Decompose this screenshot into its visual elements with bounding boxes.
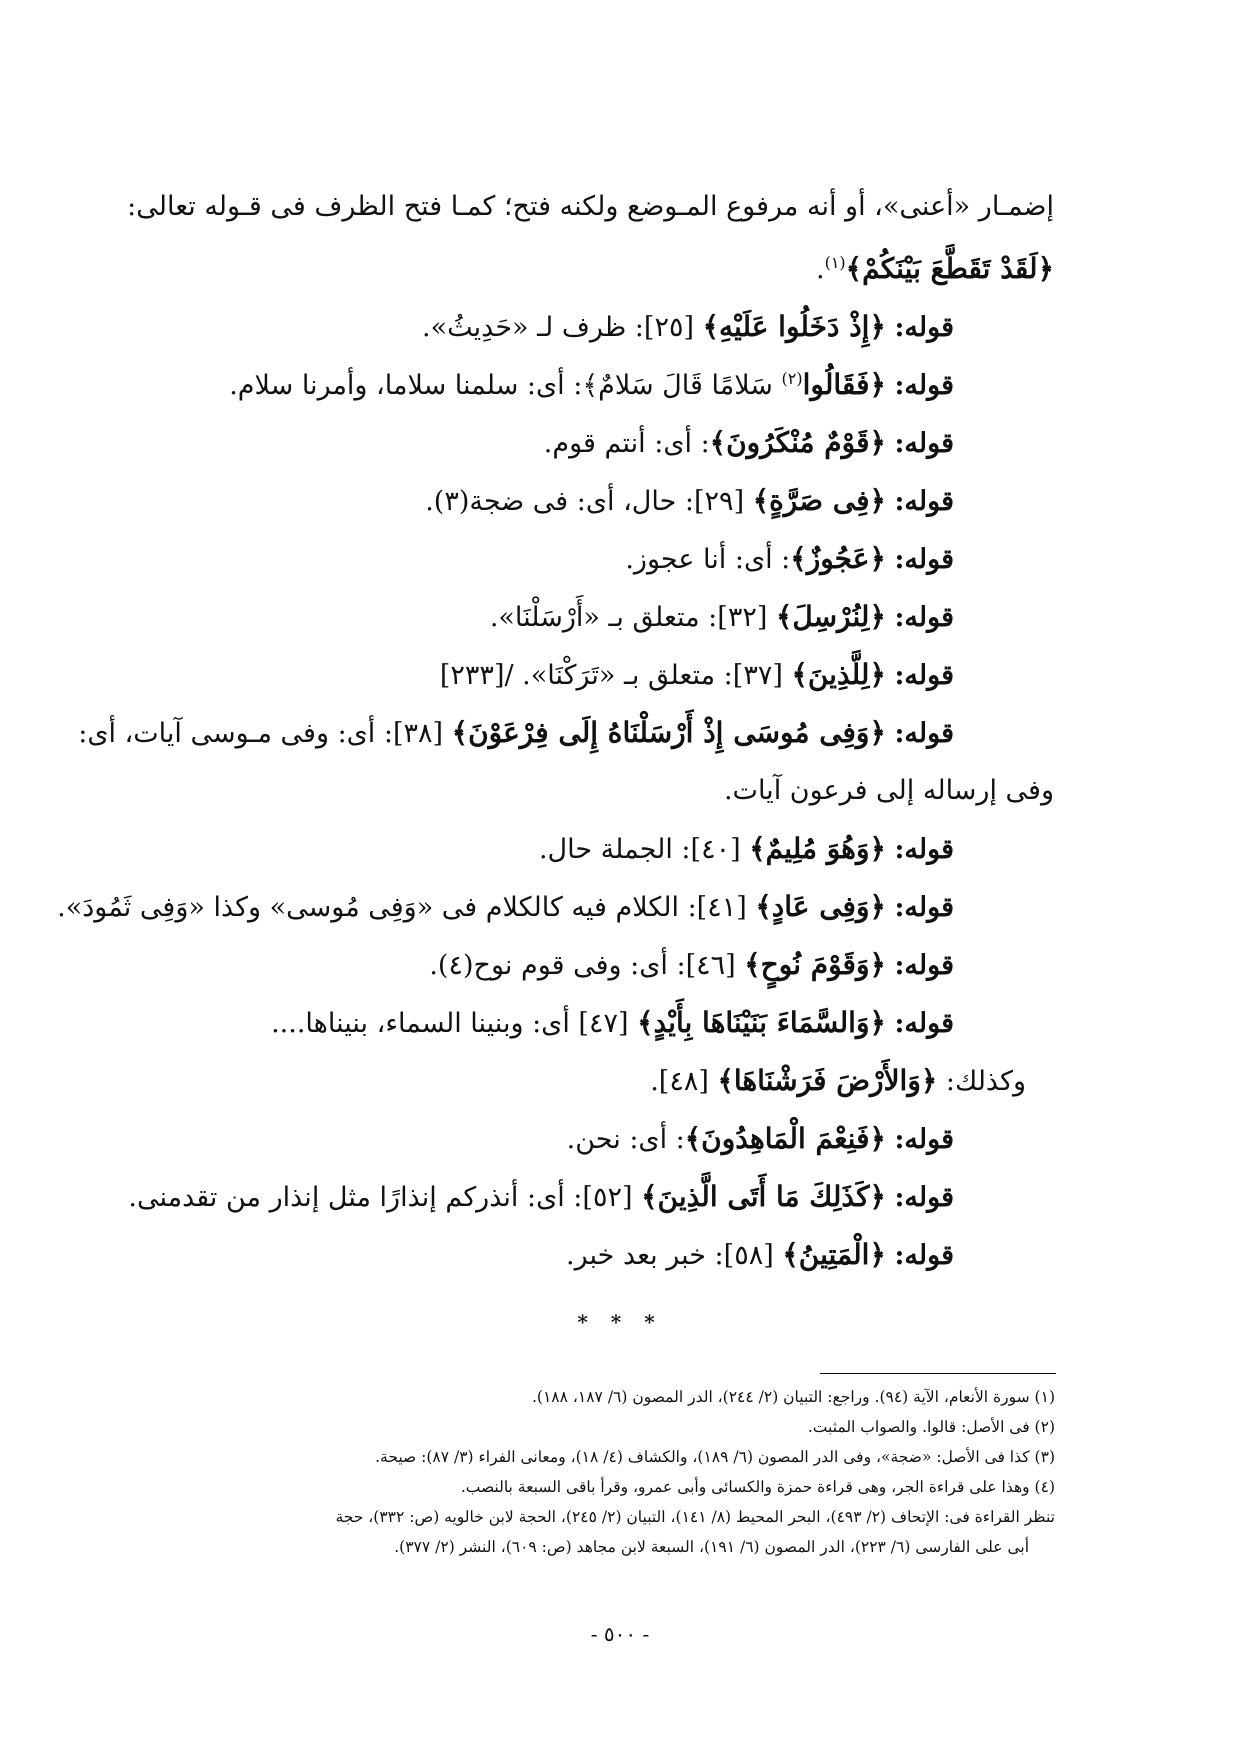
main-text: [57, 178, 1054, 1284]
quran-quote: ﴿وَفِى عَادٍ﴾: [755, 890, 886, 923]
verse-entry: قوله: ﴿إِذْ دَخَلُوا عَلَيْهِ﴾ [٢٥]: ظرف لـ «حَدِيثُ».: [422, 310, 954, 343]
verse-entry: قوله: ﴿عَجُوزٌ﴾: أى: أنا عجوز.: [625, 542, 954, 575]
verse-entry: قوله: ﴿الْمَتِينُ﴾ [٥٨]: خبر بعد خبر.: [566, 1238, 954, 1271]
verse-entry: قوله: ﴿وَهُوَ مُلِيمٌ﴾ [٤٠]: الجملة حال.: [538, 832, 954, 865]
footnote-continuation: أبى على الفارسى (٦/ ٢٢٣)، الدر المصون (٦/ ١٩١)، السبعة لابن مجاهد (ص: ٦٠٩)، النشر (٢/ ٣٧٧).: [394, 1538, 1029, 1556]
quran-quote: ﴿الْمَتِينُ﴾: [782, 1238, 886, 1271]
quran-quote: ﴿لِنُرْسِلَ﴾: [775, 600, 886, 633]
footnote-ref: (١): [824, 253, 846, 272]
footnote-rule: [820, 1373, 1056, 1374]
quran-quote: ﴿لَقَدْ تَقَطَّعَ بَيْنَكُمْ﴾: [845, 252, 1054, 285]
verse-entry: وكذلك: ﴿وَالأَرْضَ فَرَشْنَاهَا﴾ [٤٨].: [650, 1064, 1026, 1097]
verse-entry: قوله: ﴿قَوْمٌ مُنْكَرُونَ﴾: أى: أنتم قوم.: [543, 426, 954, 459]
verse-entry: قوله: ﴿وَالسَّمَاءَ بَنَيْنَاهَا بِأَيْدٍ﴾ [٤٧] أى: وبنينا السماء، بنيناها....: [271, 1006, 954, 1039]
footnote: (١) سورة الأنعام، الآية (٩٤). وراجع: التبيان (٢/ ٢٤٤)، الدر المصون (٦/ ١٨٧، ١٨٨).: [532, 1388, 1055, 1406]
verse-entry: قوله: ﴿كَذَلِكَ مَا أَتَى الَّذِينَ﴾ [٥٢]: أى: أنذركم إنذارًا مثل إنذار من تقدمنى.: [128, 1180, 954, 1213]
quran-quote: ﴿وَهُوَ مُلِيمٌ﴾: [749, 832, 886, 865]
footnote-ref: (٢): [781, 369, 803, 388]
quran-quote: ﴿فِى صَرَّةٍ﴾: [752, 484, 886, 517]
quran-quote: ﴿وَفِى مُوسَى إِذْ أَرْسَلْنَاهُ إِلَى فِرْعَوْنَ﴾: [451, 716, 886, 749]
page-number: - ٥٠٠ -: [590, 1622, 650, 1646]
verse-entry: قوله: ﴿فَنِعْمَ الْمَاهِدُونَ﴾: أى: نحن.: [566, 1122, 954, 1155]
footnotes: [195, 1382, 1055, 1562]
verse-entry: قوله: ﴿وَفِى عَادٍ﴾ [٤١]: الكلام فيه كالكلام فى «وَفِى مُوسى» وكذا «وَفِى ثَمُودَ».: [57, 890, 954, 923]
quran-quote: ﴿كَذَلِكَ مَا أَتَى الَّذِينَ﴾: [641, 1180, 886, 1213]
footnote: (٣) كذا فى الأصل: «ضجة»، وفى الدر المصون (٦/ ١٨٩)، والكشاف (٤/ ١٨)، ومعانى الفراء (٣/ ٨٧): صيحة.: [375, 1448, 1055, 1466]
footnote: (٢) فى الأصل: قالوا. والصواب المثبت.: [807, 1418, 1055, 1436]
verse-entry: قوله: ﴿لِلَّذِينَ﴾ [٣٧]: متعلق بـ «تَرَكْنَا». /[٢٣٣]: [439, 658, 954, 691]
text-line: ﴿لَقَدْ تَقَطَّعَ بَيْنَكُمْ﴾$^{(١)}$.: [815, 252, 1054, 285]
quran-quote: ﴿فَقَالُوا: [802, 368, 886, 401]
verse-entry: قوله: ﴿لِنُرْسِلَ﴾ [٣٢]: متعلق بـ «أَرْسَلْنَا».: [489, 600, 954, 633]
quran-quote: ﴿قَوْمٌ مُنْكَرُونَ﴾: [709, 426, 886, 459]
quran-quote: ﴿لِلَّذِينَ﴾: [791, 658, 886, 691]
verse-entry: قوله: ﴿وَفِى مُوسَى إِذْ أَرْسَلْنَاهُ إِلَى فِرْعَوْنَ﴾ [٣٨]: أى: وفى مـوسى آيات، أى:: [78, 716, 954, 749]
quran-quote: ﴿عَجُوزٌ﴾: [790, 542, 886, 575]
verse-entry: قوله: ﴿فَقَالُوا$^{(٢)}$ سَلامًا قَالَ سَلامٌ﴾: أى: سلمنا سلاما، وأمرنا سلام.: [229, 368, 954, 401]
verse-entry: قوله: ﴿فِى صَرَّةٍ﴾ [٢٩]: حال، أى: فى ضجة(٣).: [425, 484, 954, 517]
footnote: (٤) وهذا على قراءة الجر، وهى قراءة حمزة والكسائى وأبى عمرو، وقرأ باقى السبعة بالنصب.: [460, 1478, 1055, 1496]
quran-quote: ﴿فَنِعْمَ الْمَاهِدُونَ﴾: [684, 1122, 886, 1155]
footnote-continuation: تنظر القراءة فى: الإتحاف (٢/ ٤٩٣)، البحر المحيط (٨/ ١٤١)، التبيان (٢/ ٢٤٥)، الحجة لابن خالويه (ص: ٣٣٢)، حجة: [335, 1508, 1055, 1526]
quran-quote: ﴿وَالأَرْضَ فَرَشْنَاهَا﴾: [717, 1064, 938, 1097]
quran-quote: ﴿وَالسَّمَاءَ بَنَيْنَاهَا بِأَيْدٍ﴾: [637, 1006, 886, 1039]
quran-quote: ﴿إِذْ دَخَلُوا عَلَيْهِ﴾: [702, 310, 886, 343]
verse-entry: قوله: ﴿وَقَوْمَ نُوحٍ﴾ [٤٦]: أى: وفى قوم نوح(٤).: [429, 948, 954, 981]
quran-quote: ﴿وَقَوْمَ نُوحٍ﴾: [744, 948, 886, 981]
section-separator: * * *: [577, 1310, 663, 1334]
text-line: وفى إرساله إلى فرعون آيات.: [723, 775, 1054, 806]
text-line: إضمـار «أعنى»، أو أنه مرفوع المـوضع ولكنه فتح؛ كمـا فتح الظرف فى قـوله تعالى:: [127, 191, 1054, 222]
